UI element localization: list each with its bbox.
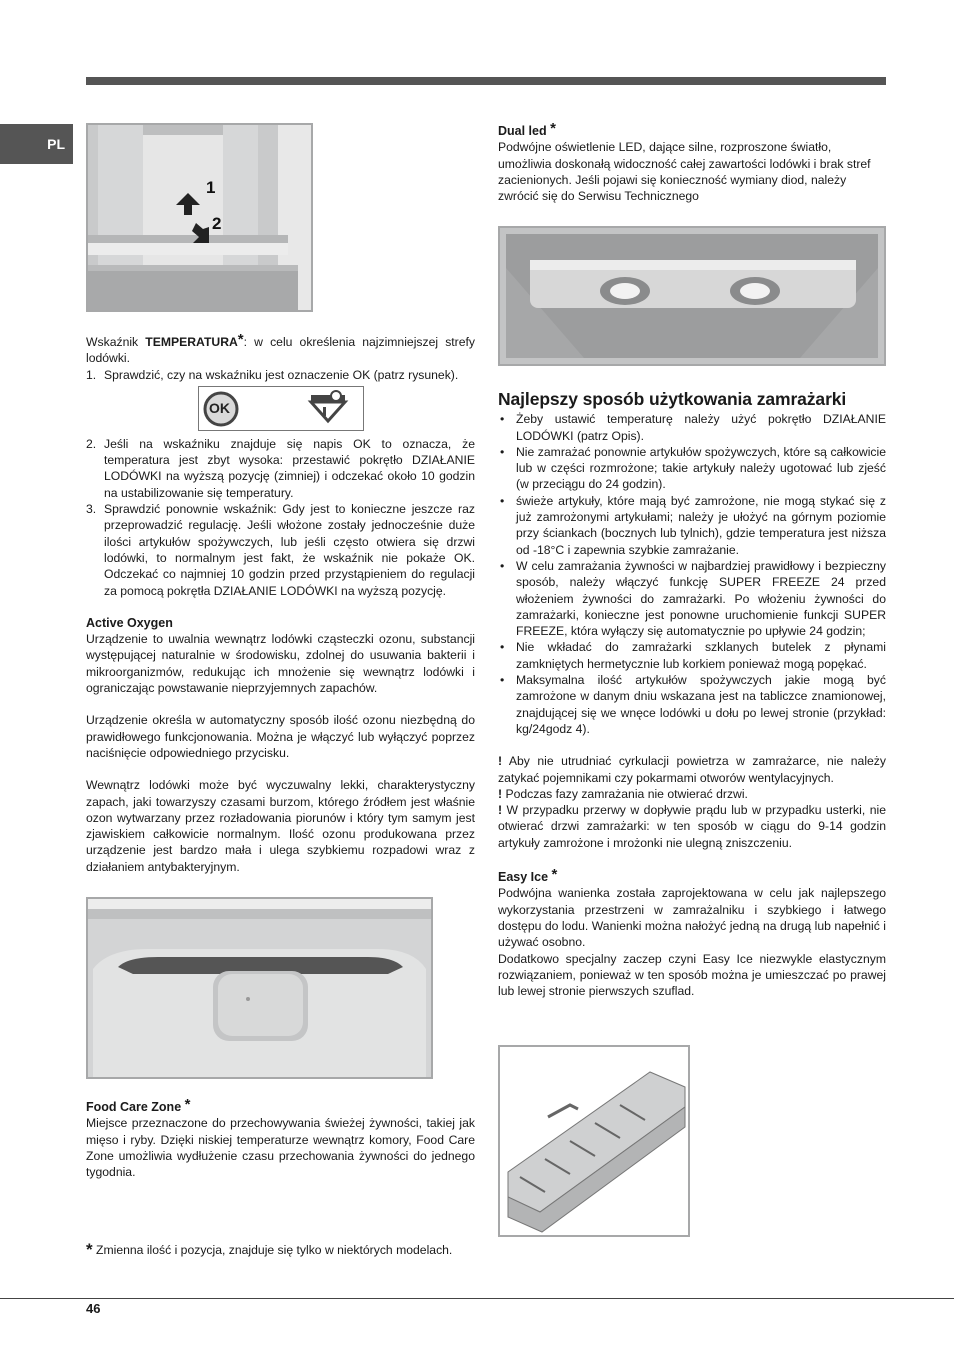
easy-ice-title: Easy Ice * [498,866,558,885]
dual-led-image [498,226,886,366]
dual-led-section [498,121,886,204]
food-care-zone-image [86,897,433,1079]
step-item: 1. Sprawdzić, czy na wskaźniku jest oznaczenie OK (patrz rysunek). [86,367,459,382]
list-item: • Nie wkładać do zamrażarki szklanych butelek z płynami zamkniętych hermetycznie lub korkiem ponieważ mogą popękać. [498,639,886,672]
page-number: 46 [86,1301,101,1316]
list-item: • świeże artykuły, które mają być zamrożone, nie mogą stykać się z już zamrożonymi artykułami; należy je ułożyć na górnym poziomie przy ściankach (bocznych lub tylnich), gdzie temperatura jest niższa od -18°C i zapewnia szybkie zamrażanie. [498,493,886,558]
food-care-section [86,1097,475,1180]
food-care-text: Miejsce przeznaczone do przechowywania świeżej żywności, takiej jak mięso i ryby. Dzięki niskiej temperaturze wewnątrz komory, Food Care Zone umożliwia wydłużenie czasu przechowania żywności do jednego tygodnia. [86,1116,475,1180]
easy-ice-image [498,1045,690,1237]
step-item: 3. Sprawdzić ponownie wskaźnik: Gdy jest to konieczne jeszcze raz przeprowadzić regulację. Jeśli włożone zostały jednocześnie duże ilości artykułów spożywczych, lub jeśli często otwiera się drzwi lodówki, to normalnym jest fakt, że wskaźnik nie pokaże OK. Odczekać co najmniej 10 godzin przed przystąpieniem do regulacji za pomocą pokrętła DZIAŁANIE LODÓWKI na wyższą pozycję. [86,502,475,598]
food-care-title: Food Care Zone * [86,1096,191,1114]
list-item: • Żeby ustawić temperaturę należy użyć pokrętło DZIAŁANIE LODÓWKI (patrz Opis). [498,411,886,444]
top-rule [86,77,886,85]
list-item: • Maksymalna ilość artykułów spożywczych jakie mogą być zamrożone w danym dniu wskazana jest na tabliczce znamionowej, znajdującej się we wnęce lodówki u dołu po lewej stronie (przykład: kg/24godz 4). [498,672,886,737]
freezer-title: Najlepszy sposób użytkowania zamrażarki [498,389,847,409]
dual-led-title: Dual led * [498,120,556,138]
arrow-label-1: 1 [206,178,216,197]
arrow-label-2: 2 [212,214,222,233]
warning-note: ! Aby nie utrudniać cyrkulacji powietrza w zamrażarce, nie należy zatykać pojemnikami czy pokarmami otworów wentylacyjnych. [498,754,886,785]
ok-label: OK [209,399,230,416]
easy-ice-paragraph: Podwójna wanienka została zaprojektowana w celu jak najlepszego wykorzystania przestrzeni w zamrażalniku i szybkiego i łatwego dostępu do lodu. Wanienki można nałożyć jedną na drugą lub napełnić i używać osobno. [498,886,886,950]
list-item: • Nie zamrażać ponownie artykułów spożywczych, które są całkowicie lub w części rozmrożone; takie artykuły należy ugotować lub zjeść (w przeciągu do 24 godzin). [498,444,886,493]
freezer-section [498,391,886,999]
footer-rule [0,1298,954,1299]
dual-led-text: Podwójne oświetlenie LED, dające silne, rozproszone światło, umożliwia doskonałą widoczność całej zawartości lodówki i brak stref zacienionych. Jeśli pojawi się konieczność wymiany diod, należy zwrócić się do Serwisu Technicznego [498,140,871,204]
warning-note: ! W przypadku przerwy w dopływie prądu lub w przypadku usterki, nie otwierać drzwi zamrażarki: w ten sposób w ciągu do 9-14 godzin artykuły zamrożone i mrożonki nie ulegną zniszczeniu. [498,803,886,850]
shelf-image [86,123,313,312]
active-oxygen-paragraph: Urządzenie to uwalnia wewnątrz lodówki cząsteczki ozonu, substancji występującej naturalnie w środowisku, zdolnej do usuwania bakterii i mikroorganizmów, redukując ich mnożenie się wewnątrz lodówki i ograniczając powstawanie nieprzyjemnych zapachów. [86,632,475,696]
left-column [86,332,475,875]
freezer-bullets [498,411,886,737]
easy-ice-paragraph: Dodatkowo specjalny zaczep czyni Easy Ice niezwykle elastycznym rozwiązaniem, ponieważ w ten sposób można je umieszczać po prawej lub lewej stronie pierwszych szuflad. [498,951,886,999]
language-tab: PL [0,124,73,164]
warning-note: ! Podczas fazy zamrażania nie otwierać drzwi. [498,786,748,801]
indicator-intro: Wskaźnik TEMPERATURA*: w celu określenia najzimniejszej strefy lodówki. [86,331,475,366]
footnote: * Zmienna ilość i pozycja, znajduje się tylko w niektórych modelach. [86,1240,453,1259]
list-item: • W celu zamrażania żywności w najbardziej prawidłowy i bezpieczny sposób, należy włączyć funkcję SUPER FREEZE 24 przed włożeniem żywności do zamrażarki. Po włożeniu żywności do zamrażarki, konieczne jest ponowne uruchomienie funkcji SUPER FREEZE, która wyłączy się automatycznie po upływie 24 godzin; [498,558,886,639]
active-oxygen-title: Active Oxygen [86,615,173,630]
active-oxygen-paragraph: Wewnątrz lodówki może być wyczuwalny lekki, charakterystyczny zapach, jaki towarzyszy czasami burzom, którego źródłem jest właśnie ozon wytwarzany przez rozładowania piorunów i który tym samym jest zjawiskiem całkowicie normalnym. Ilość ozonu produkowana przez urządzenie jest bardzo mała i ulega szybkiemu rozpadowi wraz z działaniem antybakteryjnym. [86,778,475,874]
active-oxygen-paragraph: Urządzenie określa w automatyczny sposób ilość ozonu niezbędną do prawidłowego funkcjonowania. Można je włączyć lub wyłączyć poprzez naciśnięcie odpowiedniego przycisku. [86,713,475,760]
ok-indicator-figure [86,383,475,433]
indicator-steps [86,367,475,383]
step-item: 2. Jeśli na wskaźniku znajduje się napis OK to oznacza, że temperatura jest zbyt wysoka: przestawić pokrętło DZIAŁANIE LODÓWKI na wyższą pozycję (zimniej) i odczekać około 10 godzin na ustabilizowanie się temperatury. [86,436,475,500]
